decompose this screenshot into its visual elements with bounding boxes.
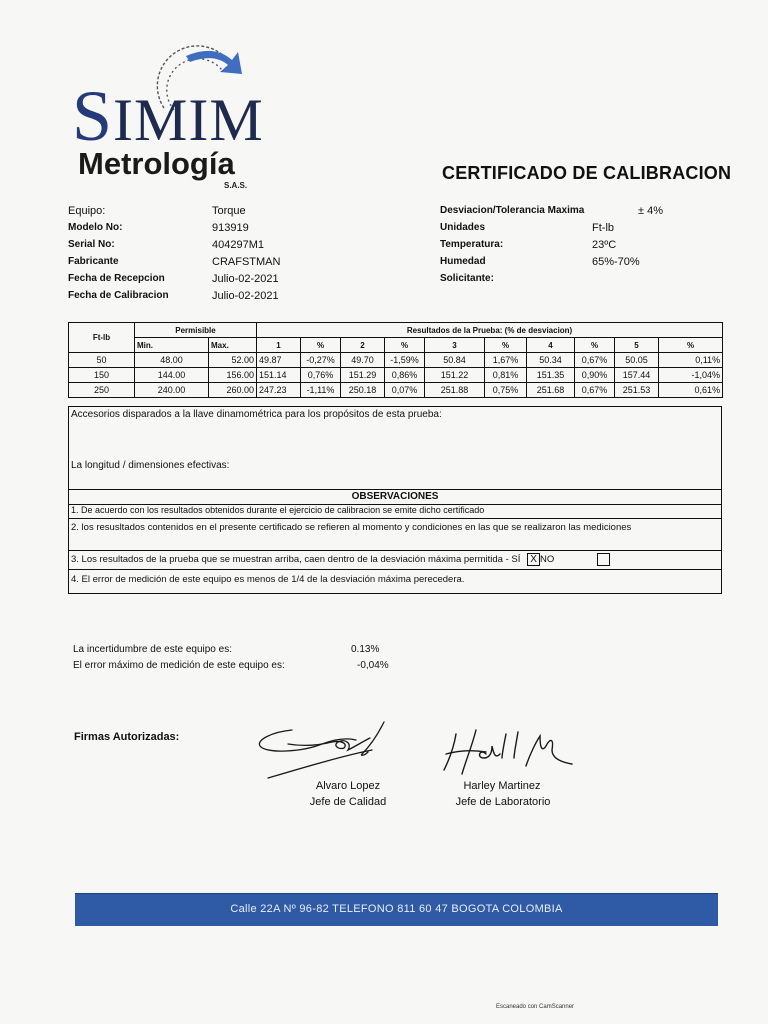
observation-3	[69, 551, 721, 570]
logo-sas: S.A.S.	[224, 181, 248, 190]
serial-label: Serial No:	[68, 239, 115, 250]
summary-block	[73, 644, 473, 678]
result-cell: 0,61%	[659, 383, 723, 398]
result-cell: 0,76%	[301, 368, 341, 383]
observaciones-title: OBSERVACIONES	[69, 489, 721, 505]
result-cell: 49.70	[341, 353, 385, 368]
ftlb-cell: 250	[69, 383, 135, 398]
serial-value: 404297M1	[212, 239, 264, 251]
humedad-value: 65%-70%	[592, 256, 640, 268]
temperatura-value: 23ºC	[592, 239, 617, 251]
equipo-label: Equipo:	[68, 205, 106, 217]
logo-subtitle: Metrología	[78, 146, 235, 181]
no-checkbox[interactable]	[597, 553, 610, 566]
header-max: Max.	[209, 338, 257, 353]
error-value: -0,04%	[357, 660, 389, 671]
scanner-note: Escaneado con CamScanner	[496, 1004, 575, 1010]
equipo-value: Torque	[212, 205, 246, 217]
signature-alvaro-lopez	[252, 716, 392, 780]
result-cell: 0,67%	[575, 383, 615, 398]
signer-1-name: Alvaro Lopez	[315, 780, 381, 792]
subheader-cell: 2	[341, 338, 385, 353]
no-label: NO	[540, 554, 555, 565]
incertidumbre-label: La incertidumbre de este equipo es:	[73, 644, 232, 655]
subheader-cell: %	[575, 338, 615, 353]
result-cell: 1,67%	[485, 353, 527, 368]
humedad-label: Humedad	[440, 256, 486, 267]
footer-band	[75, 893, 718, 926]
header-ftlb: Ft-lb	[69, 323, 135, 353]
temperatura-label: Temperatura:	[440, 239, 504, 250]
company-logo	[72, 38, 262, 198]
modelo-value: 913919	[212, 222, 249, 234]
result-cell: 151.14	[257, 368, 301, 383]
modelo-label: Modelo No:	[68, 222, 123, 233]
result-cell: 157.44	[615, 368, 659, 383]
accesorios-text: Accesorios disparados a la llave dinamométrica para los propósitos de esta prueba:	[71, 409, 442, 420]
signer-1-role: Jefe de Calidad	[309, 796, 387, 808]
result-cell: -1,11%	[301, 383, 341, 398]
equipment-info	[68, 205, 368, 305]
calibracion-label: Fecha de Calibracion	[68, 290, 169, 301]
result-cell: 0,67%	[575, 353, 615, 368]
footer-address: Calle 22A Nº 96-82 TELEFONO 811 60 47 BOGOTA COLOMBIA	[230, 903, 563, 915]
subheader-cell: 5	[615, 338, 659, 353]
result-cell: 49.87	[257, 353, 301, 368]
firmas-label: Firmas Autorizadas:	[74, 731, 180, 743]
subheader-cell: 1	[257, 338, 301, 353]
incertidumbre-value: 0.13%	[351, 644, 380, 655]
subheader-cell: %	[301, 338, 341, 353]
header-permisible: Permisible	[135, 323, 257, 338]
result-cell: 247.23	[257, 383, 301, 398]
unidades-value: Ft-lb	[592, 222, 614, 234]
subheader-cell: %	[659, 338, 723, 353]
header-min: Min.	[135, 338, 209, 353]
solicitante-label: Solicitante:	[440, 273, 494, 284]
ftlb-cell: 50	[69, 353, 135, 368]
result-cell: -0,27%	[301, 353, 341, 368]
signature-harley-martinez	[436, 724, 576, 780]
recepcion-label: Fecha de Recepcion	[68, 273, 165, 284]
ftlb-cell: 150	[69, 368, 135, 383]
max-cell: 156.00	[209, 368, 257, 383]
fabricante-label: Fabricante	[68, 256, 119, 267]
result-cell: -1,59%	[385, 353, 425, 368]
max-cell: 260.00	[209, 383, 257, 398]
result-cell: 251.53	[615, 383, 659, 398]
observation-2: 2. los resusltados contenidos en el presente certificado se refieren al momento y condiciones en las que se realizaron las mediciones	[69, 519, 721, 551]
result-cell: 251.68	[527, 383, 575, 398]
result-cell: 250.18	[341, 383, 385, 398]
results-table	[68, 322, 723, 398]
result-cell: 151.22	[425, 368, 485, 383]
header-results: Resultados de la Prueba: (% de desviacion)	[257, 323, 723, 338]
fabricante-value: CRAFSTMAN	[212, 256, 281, 268]
result-cell: 0,07%	[385, 383, 425, 398]
result-cell: 151.35	[527, 368, 575, 383]
unidades-label: Unidades	[440, 222, 486, 233]
subheader-cell: 4	[527, 338, 575, 353]
min-cell: 144.00	[135, 368, 209, 383]
table-row	[69, 383, 723, 398]
result-cell: 0,11%	[659, 353, 723, 368]
longitud-text: La longitud / dimensiones efectivas:	[71, 460, 230, 471]
result-cell: -1,04%	[659, 368, 723, 383]
max-cell: 52.00	[209, 353, 257, 368]
conditions-info	[440, 205, 730, 290]
result-cell: 0,81%	[485, 368, 527, 383]
result-cell: 251.88	[425, 383, 485, 398]
observation-3-text: 3. Los resultados de la prueba que se muestran arriba, caen dentro de la desviación máxima permitida - SÍ	[71, 554, 521, 565]
result-cell: 50.05	[615, 353, 659, 368]
result-cell: 50.84	[425, 353, 485, 368]
result-cell: 0,90%	[575, 368, 615, 383]
signer-2-name: Harley Martinez	[463, 780, 541, 792]
tolerancia-value: ± 4%	[638, 205, 663, 217]
observations-panel	[68, 406, 722, 594]
observation-4: 4. El error de medición de este equipo es menos de 1/4 de la desviación máxima perecedera.	[71, 574, 465, 585]
certificate-title: CERTIFICADO DE CALIBRACION	[442, 163, 732, 183]
min-cell: 48.00	[135, 353, 209, 368]
result-cell: 0,86%	[385, 368, 425, 383]
recepcion-value: Julio-02-2021	[212, 273, 279, 285]
error-label: El error máximo de medición de este equipo es:	[73, 660, 285, 671]
min-cell: 240.00	[135, 383, 209, 398]
calibracion-value: Julio-02-2021	[212, 290, 279, 302]
logo-wordmark: SIMIM	[72, 76, 264, 156]
result-cell: 0,75%	[485, 383, 527, 398]
observation-1: 1. De acuerdo con los resultados obtenidos durante el ejercicio de calibracion se emite dicho certificado	[69, 504, 721, 519]
si-checkbox[interactable]: X	[527, 553, 540, 566]
result-cell: 151.29	[341, 368, 385, 383]
signer-2-role: Jefe de Laboratorio	[455, 796, 551, 808]
result-cell: 50.34	[527, 353, 575, 368]
subheader-cell: %	[385, 338, 425, 353]
subheader-cell: 3	[425, 338, 485, 353]
table-row	[69, 353, 723, 368]
table-row	[69, 368, 723, 383]
tolerancia-label: Desviacion/Tolerancia Maxima	[440, 205, 585, 216]
subheader-cell: %	[485, 338, 527, 353]
